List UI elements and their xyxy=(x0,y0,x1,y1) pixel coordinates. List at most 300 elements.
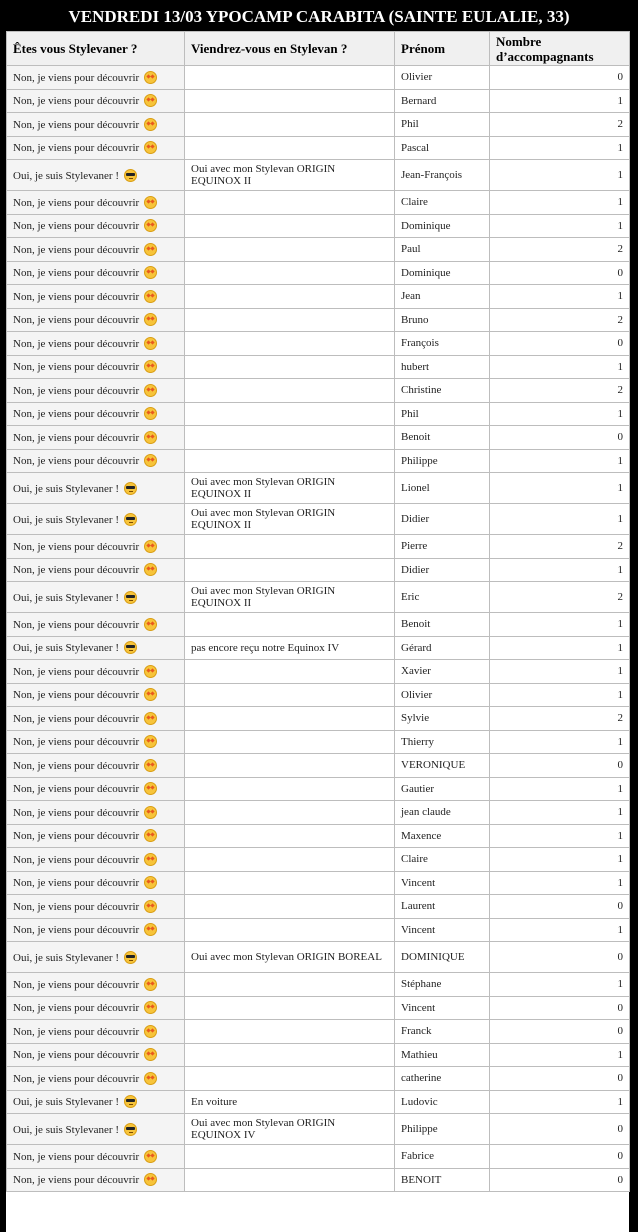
registrations-table xyxy=(6,31,630,1192)
cell-stylevaner[interactable] xyxy=(7,449,185,473)
cell-prenom[interactable]: Thierry xyxy=(395,730,490,754)
stylevaner-answer: Non, je viens pour découvrir xyxy=(13,900,140,913)
cell-prenom[interactable]: BENOIT xyxy=(395,1168,490,1192)
cell-stylevan[interactable]: pas encore reçu notre Equinox IV xyxy=(185,636,395,660)
cell-accompagnants[interactable]: 0 xyxy=(490,895,630,919)
cell-prenom[interactable]: Olivier xyxy=(395,66,490,90)
star-struck-emoji-icon xyxy=(144,978,157,991)
table-row xyxy=(7,660,630,684)
cell-prenom[interactable]: Vincent xyxy=(395,918,490,942)
cell-accompagnants[interactable]: 2 xyxy=(490,308,630,332)
table-row xyxy=(7,1168,630,1192)
cell-stylevaner[interactable] xyxy=(7,238,185,262)
cell-stylevaner[interactable] xyxy=(7,191,185,215)
cell-stylevaner[interactable] xyxy=(7,66,185,90)
cell-accompagnants[interactable]: 0 xyxy=(490,1020,630,1044)
cell-accompagnants[interactable]: 1 xyxy=(490,285,630,309)
stylevaner-answer: Non, je viens pour découvrir xyxy=(13,337,140,350)
cell-stylevaner[interactable] xyxy=(7,426,185,450)
header-stylevaner: Êtes vous Stylevaner ? xyxy=(7,32,185,66)
cell-prenom[interactable]: Gautier xyxy=(395,777,490,801)
star-struck-emoji-icon xyxy=(144,1001,157,1014)
cell-prenom[interactable]: Bruno xyxy=(395,308,490,332)
cell-stylevaner[interactable] xyxy=(7,918,185,942)
cell-stylevaner[interactable] xyxy=(7,973,185,997)
cell-prenom[interactable]: Laurent xyxy=(395,895,490,919)
star-struck-emoji-icon xyxy=(144,829,157,842)
cell-accompagnants[interactable]: 0 xyxy=(490,996,630,1020)
cell-accompagnants[interactable]: 1 xyxy=(490,918,630,942)
star-struck-emoji-icon xyxy=(144,665,157,678)
cell-accompagnants[interactable]: 0 xyxy=(490,332,630,356)
cell-prenom[interactable]: VERONIQUE xyxy=(395,754,490,778)
cell-prenom[interactable]: Philippe xyxy=(395,449,490,473)
table-row xyxy=(7,504,630,535)
cell-prenom[interactable]: Vincent xyxy=(395,871,490,895)
stylevaner-answer: Non, je viens pour découvrir xyxy=(13,783,140,796)
star-struck-emoji-icon xyxy=(144,196,157,209)
cell-prenom[interactable]: Jean-François xyxy=(395,160,490,191)
cell-stylevan[interactable] xyxy=(185,824,395,848)
cell-stylevaner[interactable] xyxy=(7,871,185,895)
cell-accompagnants[interactable]: 2 xyxy=(490,113,630,137)
table-row xyxy=(7,613,630,637)
cell-stylevan[interactable] xyxy=(185,191,395,215)
cell-stylevan[interactable] xyxy=(185,89,395,113)
table-row xyxy=(7,355,630,379)
cell-accompagnants[interactable]: 0 xyxy=(490,261,630,285)
cell-prenom[interactable]: Sylvie xyxy=(395,707,490,731)
table-row xyxy=(7,473,630,504)
cell-stylevan[interactable] xyxy=(185,449,395,473)
cell-stylevaner[interactable] xyxy=(7,89,185,113)
cell-prenom[interactable]: Stéphane xyxy=(395,973,490,997)
cell-accompagnants[interactable]: 1 xyxy=(490,777,630,801)
cell-stylevan[interactable] xyxy=(185,332,395,356)
cell-stylevaner[interactable] xyxy=(7,160,185,191)
table-row xyxy=(7,308,630,332)
stylevaner-answer: Non, je viens pour découvrir xyxy=(13,290,140,303)
cell-accompagnants[interactable]: 0 xyxy=(490,1114,630,1145)
stylevaner-answer: Non, je viens pour découvrir xyxy=(13,877,140,890)
cell-stylevan[interactable] xyxy=(185,1020,395,1044)
table-row xyxy=(7,261,630,285)
cell-stylevaner[interactable] xyxy=(7,332,185,356)
cell-stylevan[interactable] xyxy=(185,1168,395,1192)
cell-prenom[interactable]: François xyxy=(395,332,490,356)
cell-prenom[interactable]: Lionel xyxy=(395,473,490,504)
cell-stylevan[interactable] xyxy=(185,730,395,754)
cell-stylevan[interactable] xyxy=(185,754,395,778)
stylevaner-answer: Oui, je suis Stylevaner ! xyxy=(13,513,120,526)
stylevaner-answer: Non, je viens pour découvrir xyxy=(13,689,140,702)
cell-accompagnants[interactable]: 1 xyxy=(490,683,630,707)
cell-prenom[interactable]: Franck xyxy=(395,1020,490,1044)
table-row xyxy=(7,582,630,613)
cell-stylevaner[interactable] xyxy=(7,535,185,559)
cell-accompagnants[interactable]: 1 xyxy=(490,636,630,660)
table-row xyxy=(7,136,630,160)
cell-accompagnants[interactable]: 2 xyxy=(490,535,630,559)
sunglasses-emoji-icon xyxy=(124,513,137,526)
cell-stylevaner[interactable] xyxy=(7,660,185,684)
star-struck-emoji-icon xyxy=(144,431,157,444)
table-row xyxy=(7,113,630,137)
star-struck-emoji-icon xyxy=(144,688,157,701)
table-row xyxy=(7,66,630,90)
cell-prenom[interactable]: Ludovic xyxy=(395,1090,490,1114)
star-struck-emoji-icon xyxy=(144,1173,157,1186)
cell-accompagnants[interactable]: 1 xyxy=(490,214,630,238)
cell-accompagnants[interactable]: 1 xyxy=(490,801,630,825)
cell-stylevaner[interactable] xyxy=(7,730,185,754)
cell-stylevan[interactable] xyxy=(185,66,395,90)
table-row xyxy=(7,1020,630,1044)
stylevaner-answer: Oui, je suis Stylevaner ! xyxy=(13,1096,120,1109)
cell-stylevaner[interactable] xyxy=(7,113,185,137)
cell-stylevaner[interactable] xyxy=(7,504,185,535)
cell-stylevaner[interactable] xyxy=(7,558,185,582)
stylevaner-answer: Non, je viens pour découvrir xyxy=(13,1174,140,1187)
cell-stylevaner[interactable] xyxy=(7,402,185,426)
table-row xyxy=(7,191,630,215)
stylevaner-answer: Non, je viens pour découvrir xyxy=(13,1072,140,1085)
cell-stylevan[interactable] xyxy=(185,871,395,895)
stylevaner-answer: Non, je viens pour découvrir xyxy=(13,118,140,131)
cell-stylevan[interactable] xyxy=(185,535,395,559)
cell-stylevan[interactable] xyxy=(185,973,395,997)
cell-accompagnants[interactable]: 1 xyxy=(490,355,630,379)
cell-prenom[interactable]: Dominique xyxy=(395,261,490,285)
cell-accompagnants[interactable]: 0 xyxy=(490,66,630,90)
cell-stylevaner[interactable] xyxy=(7,636,185,660)
cell-stylevan[interactable] xyxy=(185,848,395,872)
table-row xyxy=(7,558,630,582)
cell-stylevaner[interactable] xyxy=(7,136,185,160)
table-row xyxy=(7,214,630,238)
cell-prenom[interactable]: Maxence xyxy=(395,824,490,848)
cell-stylevan[interactable] xyxy=(185,379,395,403)
cell-accompagnants[interactable]: 2 xyxy=(490,582,630,613)
cell-stylevan[interactable] xyxy=(185,777,395,801)
cell-stylevaner[interactable] xyxy=(7,1168,185,1192)
cell-prenom[interactable]: Jean xyxy=(395,285,490,309)
star-struck-emoji-icon xyxy=(144,243,157,256)
stylevaner-answer: Oui, je suis Stylevaner ! xyxy=(13,951,120,964)
star-struck-emoji-icon xyxy=(144,806,157,819)
cell-prenom[interactable]: Paul xyxy=(395,238,490,262)
table-row xyxy=(7,777,630,801)
cell-prenom[interactable]: Pascal xyxy=(395,136,490,160)
cell-accompagnants[interactable]: 1 xyxy=(490,848,630,872)
cell-stylevaner[interactable] xyxy=(7,683,185,707)
cell-accompagnants[interactable]: 0 xyxy=(490,426,630,450)
table-row xyxy=(7,379,630,403)
stylevaner-answer: Non, je viens pour découvrir xyxy=(13,1049,140,1062)
cell-accompagnants[interactable]: 1 xyxy=(490,504,630,535)
sunglasses-emoji-icon xyxy=(124,1123,137,1136)
star-struck-emoji-icon xyxy=(144,337,157,350)
page-title: VENDREDI 13/03 YPOCAMP CARABITA (SAINTE EULALIE, 33) xyxy=(68,7,570,26)
star-struck-emoji-icon xyxy=(144,290,157,303)
star-struck-emoji-icon xyxy=(144,1048,157,1061)
cell-stylevan[interactable] xyxy=(185,308,395,332)
stylevaner-answer: Non, je viens pour découvrir xyxy=(13,243,140,256)
table-row xyxy=(7,402,630,426)
cell-accompagnants[interactable]: 0 xyxy=(490,1145,630,1169)
cell-accompagnants[interactable]: 0 xyxy=(490,942,630,973)
cell-stylevaner[interactable] xyxy=(7,1090,185,1114)
cell-accompagnants[interactable]: 1 xyxy=(490,1090,630,1114)
cell-prenom[interactable]: Eric xyxy=(395,582,490,613)
stylevaner-answer: Non, je viens pour découvrir xyxy=(13,455,140,468)
cell-accompagnants[interactable]: 1 xyxy=(490,824,630,848)
table-row xyxy=(7,801,630,825)
cell-stylevaner[interactable] xyxy=(7,1145,185,1169)
star-struck-emoji-icon xyxy=(144,266,157,279)
cell-stylevaner[interactable] xyxy=(7,895,185,919)
cell-accompagnants[interactable]: 1 xyxy=(490,660,630,684)
sunglasses-emoji-icon xyxy=(124,591,137,604)
cell-accompagnants[interactable]: 0 xyxy=(490,1067,630,1091)
star-struck-emoji-icon xyxy=(144,118,157,131)
cell-prenom[interactable]: Didier xyxy=(395,558,490,582)
cell-prenom[interactable]: Fabrice xyxy=(395,1145,490,1169)
table-row xyxy=(7,1090,630,1114)
cell-accompagnants[interactable]: 2 xyxy=(490,238,630,262)
cell-prenom[interactable]: Benoit xyxy=(395,426,490,450)
cell-stylevaner[interactable] xyxy=(7,1114,185,1145)
cell-stylevaner[interactable] xyxy=(7,214,185,238)
cell-stylevan[interactable]: Oui avec mon Stylevan ORIGIN EQUINOX II xyxy=(185,504,395,535)
stylevaner-answer: Non, je viens pour découvrir xyxy=(13,95,140,108)
cell-stylevaner[interactable] xyxy=(7,942,185,973)
stylevaner-answer: Non, je viens pour découvrir xyxy=(13,1002,140,1015)
cell-prenom[interactable]: catherine xyxy=(395,1067,490,1091)
star-struck-emoji-icon xyxy=(144,141,157,154)
cell-stylevaner[interactable] xyxy=(7,379,185,403)
cell-stylevaner[interactable] xyxy=(7,473,185,504)
cell-stylevan[interactable] xyxy=(185,214,395,238)
cell-prenom[interactable]: Phil xyxy=(395,402,490,426)
stylevaner-answer: Non, je viens pour découvrir xyxy=(13,540,140,553)
cell-stylevan[interactable] xyxy=(185,355,395,379)
stylevaner-answer: Non, je viens pour découvrir xyxy=(13,408,140,421)
stylevaner-answer: Non, je viens pour découvrir xyxy=(13,806,140,819)
cell-stylevan[interactable] xyxy=(185,238,395,262)
star-struck-emoji-icon xyxy=(144,94,157,107)
stylevaner-answer: Oui, je suis Stylevaner ! xyxy=(13,642,120,655)
cell-prenom[interactable]: Gérard xyxy=(395,636,490,660)
cell-accompagnants[interactable]: 1 xyxy=(490,1043,630,1067)
table-row xyxy=(7,683,630,707)
table-row xyxy=(7,89,630,113)
stylevaner-answer: Non, je viens pour découvrir xyxy=(13,665,140,678)
cell-accompagnants[interactable]: 0 xyxy=(490,1168,630,1192)
cell-stylevaner[interactable] xyxy=(7,777,185,801)
cell-prenom[interactable]: Claire xyxy=(395,848,490,872)
stylevaner-answer: Non, je viens pour découvrir xyxy=(13,853,140,866)
cell-stylevan[interactable] xyxy=(185,136,395,160)
stylevaner-answer: Non, je viens pour découvrir xyxy=(13,924,140,937)
star-struck-emoji-icon xyxy=(144,1025,157,1038)
cell-stylevaner[interactable] xyxy=(7,1020,185,1044)
cell-prenom[interactable]: Xavier xyxy=(395,660,490,684)
stylevaner-answer: Non, je viens pour découvrir xyxy=(13,361,140,374)
star-struck-emoji-icon xyxy=(144,454,157,467)
cell-stylevaner[interactable] xyxy=(7,355,185,379)
cell-stylevan[interactable] xyxy=(185,261,395,285)
cell-stylevaner[interactable] xyxy=(7,1067,185,1091)
cell-accompagnants[interactable]: 1 xyxy=(490,871,630,895)
cell-stylevan[interactable] xyxy=(185,285,395,309)
cell-accompagnants[interactable]: 1 xyxy=(490,191,630,215)
cell-stylevaner[interactable] xyxy=(7,801,185,825)
cell-stylevan[interactable] xyxy=(185,996,395,1020)
stylevaner-answer: Non, je viens pour découvrir xyxy=(13,267,140,280)
cell-prenom[interactable]: DOMINIQUE xyxy=(395,942,490,973)
sunglasses-emoji-icon xyxy=(124,169,137,182)
cell-prenom[interactable]: Vincent xyxy=(395,996,490,1020)
cell-stylevan[interactable] xyxy=(185,1145,395,1169)
star-struck-emoji-icon xyxy=(144,1072,157,1085)
star-struck-emoji-icon xyxy=(144,384,157,397)
table-row xyxy=(7,730,630,754)
cell-prenom[interactable]: Bernard xyxy=(395,89,490,113)
cell-accompagnants[interactable]: 1 xyxy=(490,558,630,582)
cell-accompagnants[interactable]: 2 xyxy=(490,379,630,403)
star-struck-emoji-icon xyxy=(144,782,157,795)
cell-accompagnants[interactable]: 0 xyxy=(490,754,630,778)
cell-stylevan[interactable] xyxy=(185,426,395,450)
table-row xyxy=(7,942,630,973)
sunglasses-emoji-icon xyxy=(124,951,137,964)
cell-stylevaner[interactable] xyxy=(7,261,185,285)
table-row xyxy=(7,332,630,356)
star-struck-emoji-icon xyxy=(144,900,157,913)
cell-stylevaner[interactable] xyxy=(7,613,185,637)
stylevaner-answer: Non, je viens pour découvrir xyxy=(13,384,140,397)
stylevaner-answer: Non, je viens pour découvrir xyxy=(13,220,140,233)
cell-prenom[interactable]: Philippe xyxy=(395,1114,490,1145)
table-row xyxy=(7,160,630,191)
cell-stylevan[interactable]: Oui avec mon Stylevan ORIGIN EQUINOX II xyxy=(185,473,395,504)
table-row xyxy=(7,238,630,262)
cell-stylevaner[interactable] xyxy=(7,848,185,872)
table-row xyxy=(7,707,630,731)
cell-prenom[interactable]: Didier xyxy=(395,504,490,535)
cell-stylevaner[interactable] xyxy=(7,707,185,731)
cell-stylevan[interactable]: Oui avec mon Stylevan ORIGIN BOREAL xyxy=(185,942,395,973)
cell-stylevan[interactable] xyxy=(185,402,395,426)
cell-accompagnants[interactable]: 1 xyxy=(490,160,630,191)
cell-accompagnants[interactable]: 2 xyxy=(490,707,630,731)
cell-stylevan[interactable] xyxy=(185,683,395,707)
sunglasses-emoji-icon xyxy=(124,482,137,495)
stylevaner-answer: Non, je viens pour découvrir xyxy=(13,196,140,209)
cell-stylevan[interactable] xyxy=(185,801,395,825)
cell-prenom[interactable]: Mathieu xyxy=(395,1043,490,1067)
cell-accompagnants[interactable]: 1 xyxy=(490,136,630,160)
star-struck-emoji-icon xyxy=(144,360,157,373)
table-row xyxy=(7,1067,630,1091)
table-row xyxy=(7,1145,630,1169)
cell-prenom[interactable]: jean claude xyxy=(395,801,490,825)
cell-stylevan[interactable] xyxy=(185,1043,395,1067)
stylevaner-answer: Non, je viens pour découvrir xyxy=(13,71,140,84)
cell-prenom[interactable]: Dominique xyxy=(395,214,490,238)
star-struck-emoji-icon xyxy=(144,407,157,420)
cell-stylevan[interactable] xyxy=(185,613,395,637)
cell-accompagnants[interactable]: 1 xyxy=(490,449,630,473)
cell-stylevan[interactable]: Oui avec mon Stylevan ORIGIN EQUINOX II xyxy=(185,160,395,191)
cell-stylevaner[interactable] xyxy=(7,754,185,778)
stylevaner-answer: Oui, je suis Stylevaner ! xyxy=(13,1123,120,1136)
stylevaner-answer: Non, je viens pour découvrir xyxy=(13,142,140,155)
sunglasses-emoji-icon xyxy=(124,1095,137,1108)
cell-prenom[interactable]: hubert xyxy=(395,355,490,379)
cell-accompagnants[interactable]: 1 xyxy=(490,473,630,504)
cell-stylevan[interactable] xyxy=(185,895,395,919)
cell-accompagnants[interactable]: 1 xyxy=(490,973,630,997)
header-row xyxy=(7,32,630,66)
cell-stylevan[interactable]: En voiture xyxy=(185,1090,395,1114)
cell-accompagnants[interactable]: 1 xyxy=(490,613,630,637)
cell-prenom[interactable]: Pierre xyxy=(395,535,490,559)
cell-stylevan[interactable] xyxy=(185,113,395,137)
cell-stylevaner[interactable] xyxy=(7,824,185,848)
stylevaner-answer: Non, je viens pour découvrir xyxy=(13,736,140,749)
cell-stylevaner[interactable] xyxy=(7,308,185,332)
table-row xyxy=(7,449,630,473)
stylevaner-answer: Non, je viens pour découvrir xyxy=(13,830,140,843)
cell-prenom[interactable]: Benoit xyxy=(395,613,490,637)
table-row xyxy=(7,824,630,848)
cell-prenom[interactable]: Olivier xyxy=(395,683,490,707)
cell-stylevan[interactable] xyxy=(185,660,395,684)
star-struck-emoji-icon xyxy=(144,618,157,631)
cell-stylevan[interactable] xyxy=(185,918,395,942)
cell-prenom[interactable]: Claire xyxy=(395,191,490,215)
cell-stylevan[interactable]: Oui avec mon Stylevan ORIGIN EQUINOX IV xyxy=(185,1114,395,1145)
cell-stylevan[interactable] xyxy=(185,1067,395,1091)
star-struck-emoji-icon xyxy=(144,563,157,576)
stylevaner-answer: Non, je viens pour découvrir xyxy=(13,712,140,725)
cell-stylevaner[interactable] xyxy=(7,996,185,1020)
cell-accompagnants[interactable]: 1 xyxy=(490,89,630,113)
cell-stylevan[interactable] xyxy=(185,707,395,731)
star-struck-emoji-icon xyxy=(144,759,157,772)
stylevaner-answer: Non, je viens pour découvrir xyxy=(13,1025,140,1038)
cell-stylevaner[interactable] xyxy=(7,1043,185,1067)
stylevaner-answer: Oui, je suis Stylevaner ! xyxy=(13,482,120,495)
stylevaner-answer: Non, je viens pour découvrir xyxy=(13,618,140,631)
cell-stylevaner[interactable] xyxy=(7,285,185,309)
star-struck-emoji-icon xyxy=(144,923,157,936)
cell-prenom[interactable]: Christine xyxy=(395,379,490,403)
cell-stylevaner[interactable] xyxy=(7,582,185,613)
stylevaner-answer: Non, je viens pour découvrir xyxy=(13,1150,140,1163)
cell-stylevan[interactable] xyxy=(185,558,395,582)
star-struck-emoji-icon xyxy=(144,540,157,553)
header-prenom: Prénom xyxy=(395,32,490,66)
cell-accompagnants[interactable]: 1 xyxy=(490,402,630,426)
table-row xyxy=(7,535,630,559)
cell-accompagnants[interactable]: 1 xyxy=(490,730,630,754)
cell-stylevan[interactable]: Oui avec mon Stylevan ORIGIN EQUINOX II xyxy=(185,582,395,613)
cell-prenom[interactable]: Phil xyxy=(395,113,490,137)
stylevaner-answer: Oui, je suis Stylevaner ! xyxy=(13,591,120,604)
